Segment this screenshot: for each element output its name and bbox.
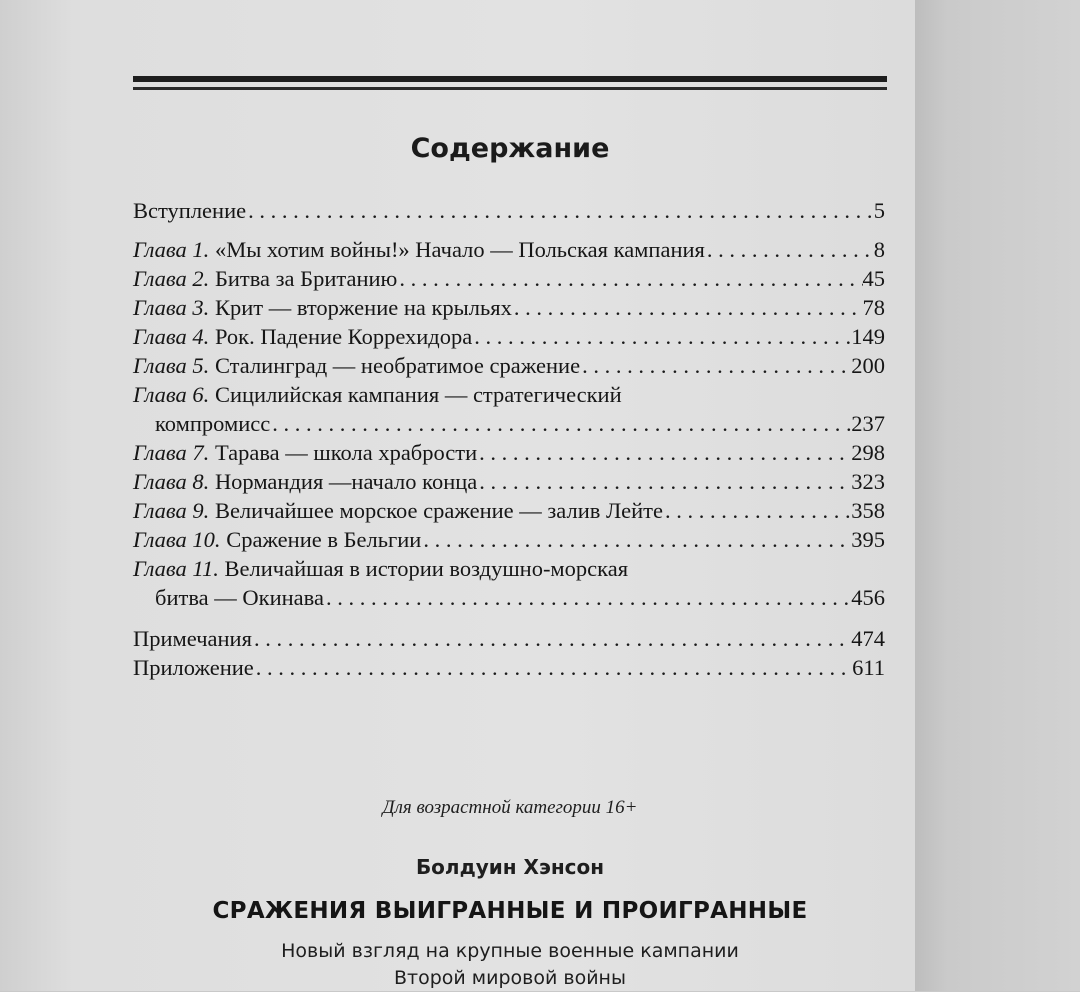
toc-entry-title: Рок. Падение Коррехидора <box>214 324 473 349</box>
toc-entry-page: 200 <box>851 353 885 378</box>
toc-entry-page: 456 <box>851 585 885 610</box>
toc-entry-chapter-11 <box>133 554 885 583</box>
toc-entry-page: 323 <box>851 469 885 494</box>
chapter-label: Глава 4. <box>133 324 210 349</box>
toc-leader-dots <box>472 322 851 351</box>
header-rule-thick <box>133 76 887 82</box>
chapter-label: Глава 8. <box>133 469 210 494</box>
toc-leader-dots <box>477 438 851 467</box>
subtitle-line-2: Второй мировой войны <box>394 967 626 989</box>
toc-entry-page: 611 <box>852 655 885 680</box>
toc-entry-chapter-11-continuation <box>133 583 885 612</box>
toc-leader-dots <box>270 409 851 438</box>
toc-entry-title: Величайшая в истории воздушно-морская <box>224 556 629 581</box>
chapter-label: Глава 2. <box>133 266 210 291</box>
toc-entry-title: Приложение <box>133 655 254 680</box>
chapter-label: Глава 1. <box>133 237 210 262</box>
chapter-label: Глава 7. <box>133 440 210 465</box>
toc-leader-dots <box>512 293 863 322</box>
toc-entry-chapter-2 <box>133 264 885 293</box>
toc-leader-dots <box>421 525 851 554</box>
toc-leader-dots <box>397 264 862 293</box>
contents-heading: Содержание <box>410 133 610 164</box>
toc-entry-title: «Мы хотим войны!» Начало — Польская кампания <box>214 237 705 262</box>
toc-entry-appendix <box>133 653 885 682</box>
toc-entry-chapter-1 <box>133 235 885 264</box>
toc-entry-page: 45 <box>862 266 885 291</box>
toc-entry-page: 358 <box>851 498 885 523</box>
chapter-label: Глава 6. <box>133 382 210 407</box>
toc-entry-title-continuation: битва — Окинава <box>155 585 324 610</box>
book-author: Болдуин Хэнсон <box>415 855 605 879</box>
toc-entry-title: Величайшее морское сражение — залив Лейте <box>214 498 663 523</box>
age-rating: Для возрастной категории 16+ <box>382 797 638 818</box>
toc-leader-dots <box>477 467 851 496</box>
toc-leader-dots <box>324 583 851 612</box>
toc-entry-page: 237 <box>851 411 885 436</box>
chapter-label: Глава 10. <box>133 527 221 552</box>
toc-entry-title: Вступление <box>133 198 247 223</box>
toc-entry-chapter-9 <box>133 496 885 525</box>
toc-entry-chapter-10 <box>133 525 885 554</box>
toc-entry-page: 395 <box>851 527 885 552</box>
table-of-contents <box>133 196 885 682</box>
chapter-label: Глава 5. <box>133 353 210 378</box>
toc-entry-page: 5 <box>873 198 885 223</box>
toc-entry-page: 8 <box>873 237 885 262</box>
toc-entry-page: 149 <box>851 324 885 349</box>
chapter-label: Глава 9. <box>133 498 210 523</box>
toc-entry-title: Сицилийская кампания — стратегический <box>214 382 622 407</box>
toc-entry-chapter-5 <box>133 351 885 380</box>
toc-entry-title: Битва за Британию <box>214 266 398 291</box>
toc-entry-notes <box>133 624 885 653</box>
toc-entry-title: Нормандия —начало конца <box>214 469 478 494</box>
toc-leader-dots <box>254 653 852 682</box>
toc-entry-chapter-4 <box>133 322 885 351</box>
header-rule-thin <box>133 87 887 90</box>
toc-leader-dots <box>252 624 851 653</box>
book-subtitle <box>133 938 887 992</box>
toc-entry-title: Примечания <box>133 626 252 651</box>
toc-entry-title: Тарава — школа храбрости <box>214 440 478 465</box>
toc-entry-chapter-3 <box>133 293 885 322</box>
toc-entry-title: Сражение в Бельгии <box>226 527 422 552</box>
toc-entry-chapter-7 <box>133 438 885 467</box>
toc-entry-chapter-6 <box>133 380 885 409</box>
toc-entry-page: 298 <box>851 440 885 465</box>
toc-leader-dots <box>580 351 851 380</box>
toc-leader-dots <box>705 235 874 264</box>
toc-leader-dots <box>663 496 851 525</box>
toc-entry-chapter-8 <box>133 467 885 496</box>
subtitle-line-1: Новый взгляд на крупные военные кампании <box>281 940 739 962</box>
toc-entry-intro <box>133 196 885 225</box>
toc-entry-title: Сталинград — необратимое сражение <box>214 353 581 378</box>
toc-entry-title-continuation: компромисс <box>155 411 271 436</box>
toc-entry-page: 474 <box>851 626 885 651</box>
toc-entry-title: Крит — вторжение на крыльях <box>214 295 512 320</box>
chapter-label: Глава 3. <box>133 295 210 320</box>
adjacent-page-edge <box>915 0 1080 991</box>
toc-entry-page: 78 <box>862 295 885 320</box>
toc-entry-chapter-6-continuation <box>133 409 885 438</box>
toc-leader-dots <box>246 196 874 225</box>
book-title: СРАЖЕНИЯ ВЫИГРАННЫЕ И ПРОИГРАННЫЕ <box>212 898 808 924</box>
chapter-label: Глава 11. <box>133 556 219 581</box>
